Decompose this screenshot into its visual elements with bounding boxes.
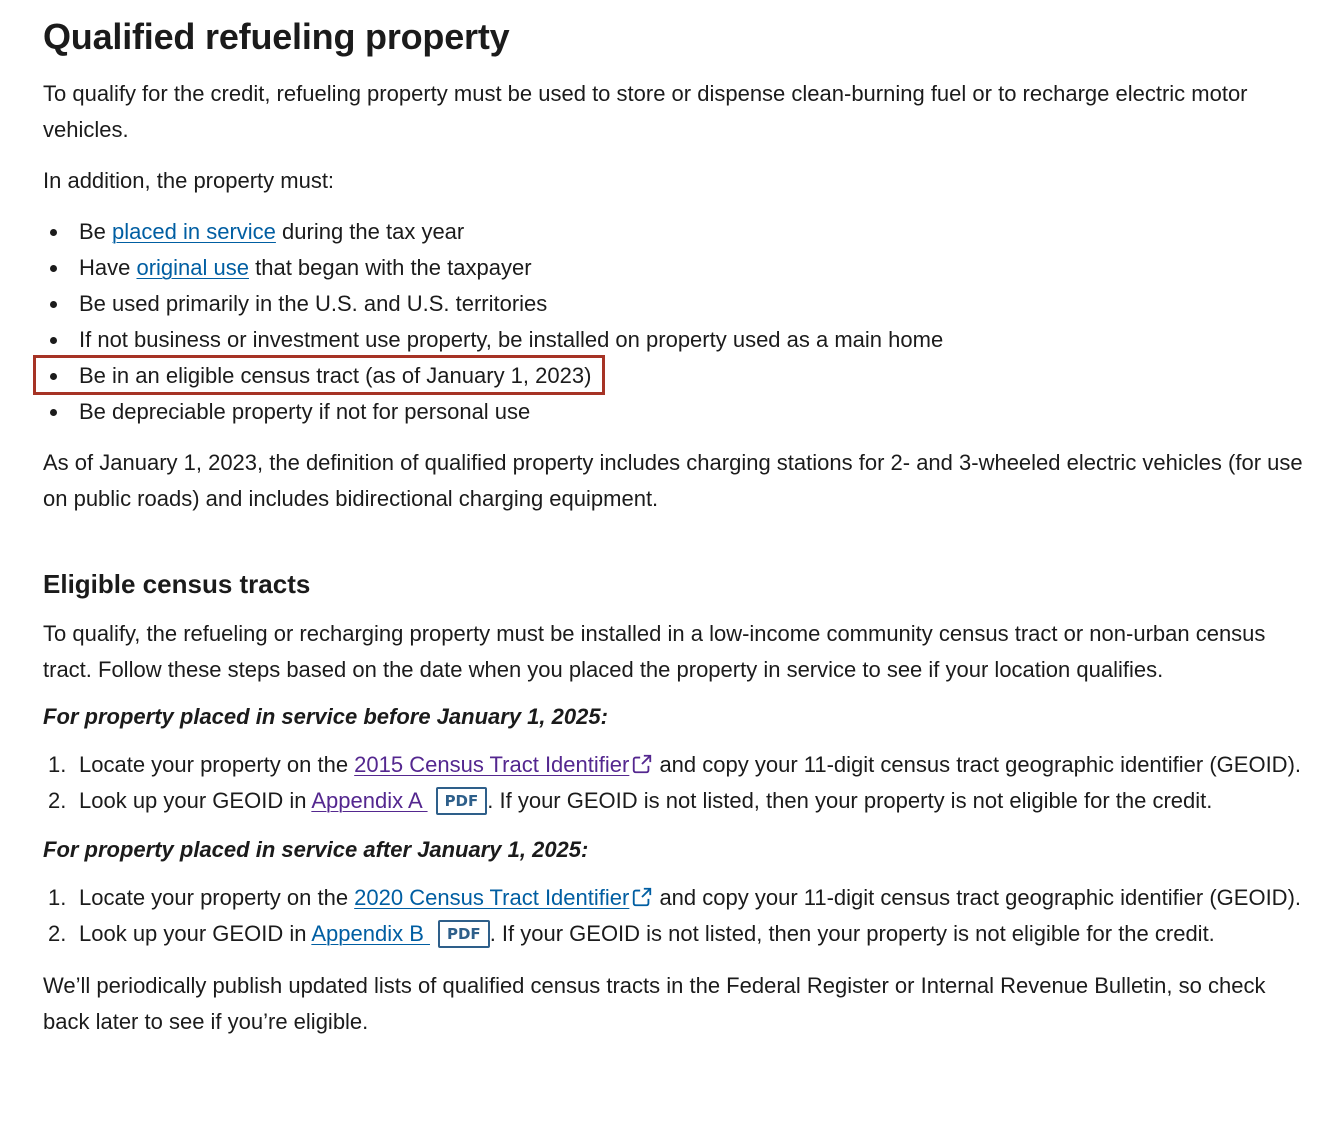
step-number: 1. (48, 885, 67, 910)
list-item-text: Be (79, 219, 113, 244)
placed-in-service-link[interactable]: placed in service (112, 219, 276, 244)
step-text: Look up your GEOID in (79, 921, 312, 946)
census-intro-paragraph: To qualify, the refueling or recharging property must be installed in a low-income community census tract or non-urban census tract. Follow these steps based on the date when you placed the property in service to see if your location qualifies. (43, 621, 1266, 682)
list-item-text: that began with the taxpayer (249, 255, 532, 280)
step-number: 2. (48, 788, 67, 813)
list-item (43, 747, 1310, 783)
list-item (43, 916, 1310, 952)
step-text: Locate your property on the (79, 752, 355, 777)
list-item: Be used primarily in the U.S. and U.S. territories (43, 286, 1310, 322)
appendix-b-link[interactable]: Appendix B (311, 921, 430, 946)
list-item (43, 880, 1310, 916)
list-item-text: Have (79, 255, 137, 280)
list-item-text: Be in an eligible census tract (as of January 1, 2023) (79, 363, 592, 388)
step-text: Locate your property on the (79, 885, 355, 910)
census-tract-2020-link[interactable]: 2020 Census Tract Identifier (354, 885, 630, 910)
census-tract-2015-link[interactable]: 2015 Census Tract Identifier (354, 752, 630, 777)
intro-paragraph: To qualify for the credit, refueling property must be used to store or dispense clean-burning fuel or to recharge electric motor vehicles. (43, 81, 1248, 142)
list-item (43, 214, 1310, 250)
step-number: 1. (48, 752, 67, 777)
external-link-icon (631, 886, 653, 908)
step-text: . If your GEOID is not listed, then your property is not eligible for the credit. (489, 921, 1215, 946)
list-item: If not business or investment use property, be installed on property used as a main home (43, 322, 1310, 358)
list-item: Be depreciable property if not for personal use (43, 394, 1310, 430)
list-item-text: during the tax year (275, 219, 465, 244)
wheeled-note-paragraph: As of January 1, 2023, the definition of qualified property includes charging stations for 2- and 3-wheeled electric vehicles (for use on public roads) and includes bidirectional charging equipment. (43, 450, 1303, 511)
original-use-link[interactable]: original use (136, 255, 249, 280)
before-2025-steps (43, 747, 1310, 819)
after-2025-steps (43, 880, 1310, 952)
step-number: 2. (48, 921, 67, 946)
closing-paragraph: We’ll periodically publish updated lists of qualified census tracts in the Federal Register or Internal Revenue Bulletin, so check back later to see if you’re eligible. (43, 973, 1266, 1034)
list-item (43, 783, 1310, 819)
page-title: Qualified refueling property (43, 16, 510, 57)
requirements-list (43, 214, 1310, 430)
step-text: . If your GEOID is not listed, then your property is not eligible for the credit. (487, 788, 1213, 813)
external-link-icon (631, 753, 653, 775)
appendix-a-link[interactable]: Appendix A (311, 788, 428, 813)
addition-paragraph: In addition, the property must: (43, 168, 335, 193)
step-text: and copy your 11-digit census tract geographic identifier (GEOID). (653, 752, 1302, 777)
census-tracts-heading: Eligible census tracts (43, 569, 311, 599)
pdf-badge: PDF (436, 787, 488, 815)
after-2025-heading: For property placed in service after January 1, 2025: (43, 837, 589, 862)
step-text: Look up your GEOID in (79, 788, 312, 813)
list-item (43, 250, 1310, 286)
before-2025-heading: For property placed in service before January 1, 2025: (43, 704, 608, 729)
step-text: and copy your 11-digit census tract geographic identifier (GEOID). (653, 885, 1302, 910)
list-item-highlighted (43, 358, 1310, 394)
pdf-badge: PDF (438, 920, 490, 948)
